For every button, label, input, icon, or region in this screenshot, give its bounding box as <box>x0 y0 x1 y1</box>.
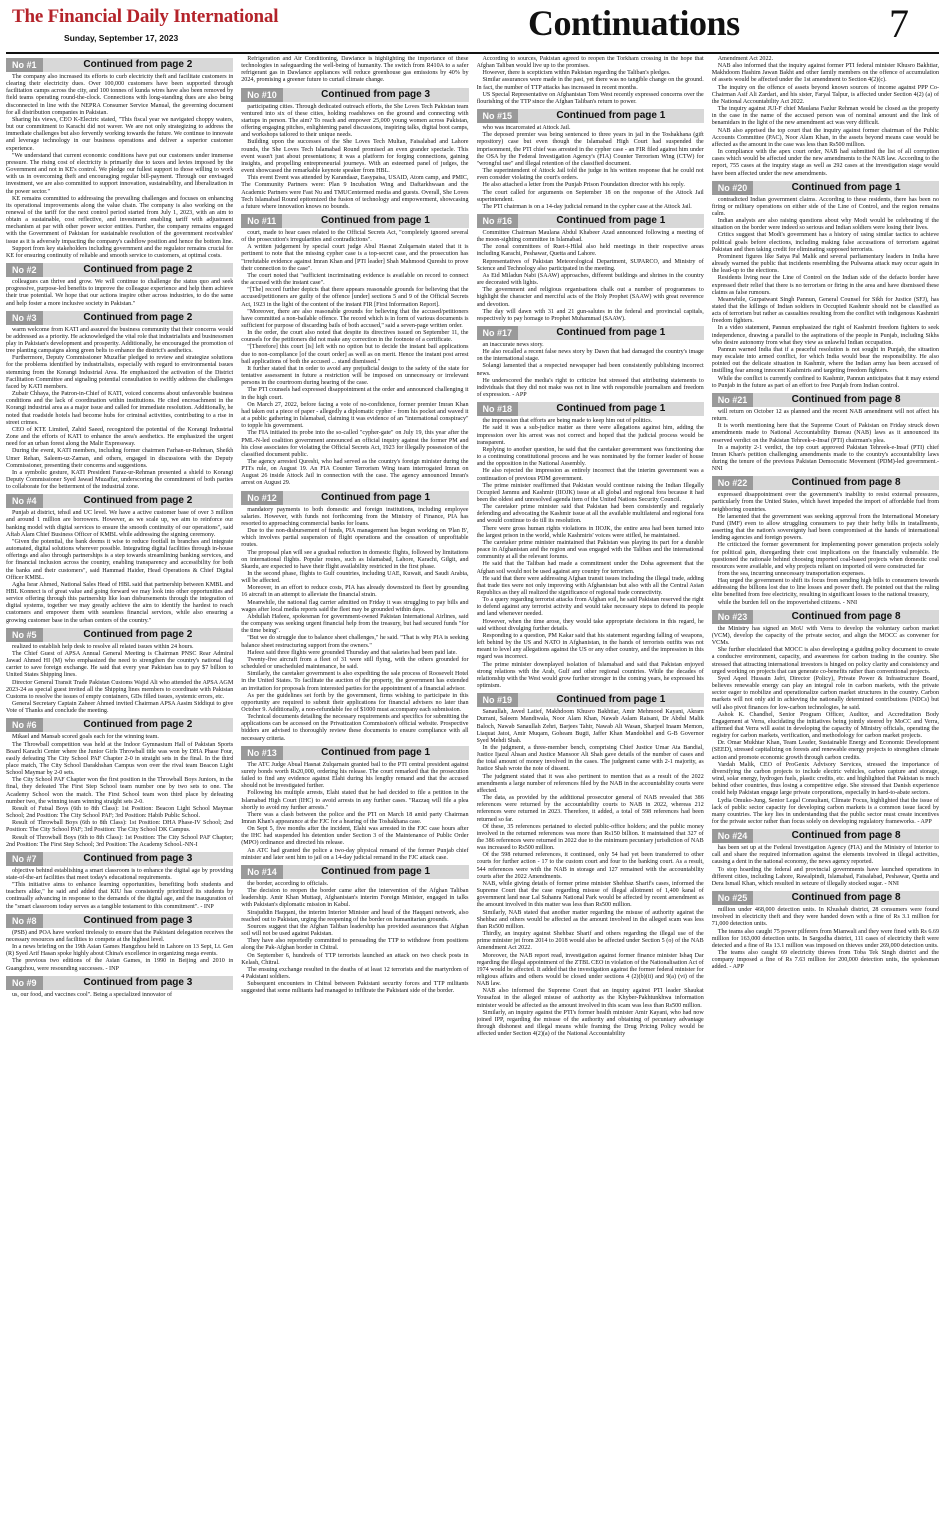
story-paragraph: In a symbolic gesture, KATI President Faraz-ur-Rehman presented a shield to Korangi Deputy Commissioner Syed Jawad Muzaffar, underscoring the commitment of both parties to collaborate for the betterment of the industrial zone. <box>6 469 234 491</box>
story <box>6 852 233 911</box>
story-paragraph: Critics suggest that Modi's government has a history of using similar tactics to achieve political goals before elections, including making false accusations of terrorism against Pakistan and then taking credit for eliminating supposed terrorists. <box>711 232 939 253</box>
story-header <box>6 914 233 928</box>
story-paragraph: However, when the time arose, they would take appropriate decisions in this regard, he said without divulging further details. <box>476 618 704 632</box>
story-paragraph: has been set up at the Federal Investigation Agency (FIA) and the Ministry of Interior to call and share the required information against the elements involved in illegal activities, causing a dent in the national economy, the news agency reported. <box>711 845 939 866</box>
story-paragraph: It further stated that in order to avoid any prejudicial design to the safety of the state for tentative assessment in future a restriction will be imposed on unnecessary or irrelevant persons in the courtroom during hearing of the case. <box>241 365 469 387</box>
story-header <box>712 610 939 624</box>
story-paragraph: The data, as provided by the additional prosecutor general of NAB revealed that 386 references were returned by the accountability courts to NAB in 2022, whereas 212 references were returned in 2023. Therefore, it added, a total of 598 references had been returned so far. <box>476 795 704 823</box>
story <box>241 214 468 488</box>
story <box>6 718 233 849</box>
story-paragraph: Mikael and Mansab scored goals each for the winning team. <box>12 734 159 741</box>
story-paragraph: colleagues can thrive and grow. We will continue to challenge the status quo and seek progressive, purpose-led benefits to improve the colleague experience and help them achieve their true potential. We hope that our actions inspire other across industries, to do the same and help foster a more inclusive society in Pakistan." <box>6 279 234 307</box>
story-header <box>712 891 939 905</box>
column-3 <box>477 56 704 1526</box>
story-paragraph: Committee Chairman Maulana Abdul Khabeer Azad announced following a meeting of the moon-sighting committee in Islamabad. <box>476 229 704 244</box>
story-paragraph: On March 27, 2022, before facing a vote of no-confidence, former premier Imran Khan had taken out a piece of paper - allegedly a diplomatic cypher - from his pocket and waved it at a public gathering in Islamabad, claiming it was evidence of an "international conspiracy" to topple his government. <box>241 401 469 430</box>
story-continued-label: Continued from page 2 <box>83 264 193 276</box>
story-paragraph: Zubair Chhaya, the Patron-in-Chief of KATI, voiced concerns about unfavorable business conditions and the lack of coordination within institutions. He cited encroachment in the Korangi industrial area as a major issue and called for immediate resolution. Additionally, he noted that roadside hotels had become hubs for criminal activities, contributing to a rise in street crimes. <box>6 391 234 426</box>
story-continued-label: Continued from page 2 <box>83 628 193 640</box>
story-paragraph: Result of Futsal Boys (6th to 8th Class): 1st Position: Beacon Light School Maymar School; 2nd Position: The City School PAF; 3rd Position: Habib Public School. <box>6 805 234 820</box>
story-paragraph: There were gross human rights violations in IIOJK, the entire area had been turned into the largest prison in the world, while Kashmiris' voices were stifled, he maintained. <box>476 525 704 539</box>
story-paragraph: General Secretary Captain Zaheer Ahmed invited Chairman APSA Aasim Siddiqui to give Vote of Thanks and conclude the meeting. <box>6 701 234 715</box>
story-number: No #9 <box>6 976 43 990</box>
column-2 <box>241 56 468 1526</box>
story-paragraph: The FIA initiated its probe into the so-called "cypher-gate" on July 19, this year after the PML-N-led coalition government announced an official inquiry against the former PM and his close associates for violating the Official Secrets Act, 1923 for illegally possession of the classified document public. <box>241 430 469 458</box>
story-paragraph: "Moreover, there are also reasonable grounds for believing that the accused/petitioners have committed a non-bailable offence. The record which is in form of various documents is sufficient for purpose of discarding bails of both accused," said a seven-page written order. <box>241 308 469 329</box>
story-continued-label: Continued from page 3 <box>83 976 193 988</box>
story-header <box>6 718 233 732</box>
story-paragraph: Result of Throwball Boys (6th to 8th Class): 1st Position: The City School PAF Chapter; 2nd Position: The First Step School; 3rd Position: The Academy School.-NN-I <box>6 834 234 848</box>
story-paragraph: This event Event was attended by Karandaaz, Easypaisa, USAID, Atom camp, and PMIC, The Community Partners were: Plan 9 Incubation Wing and Daftarkhwaan and the Academic Partners were Fast Nu and TMUCentermed media and guests. Overall, She Loves Tech Islamabad Round epitomized the fusion of technology and empowerment, showcasing a future where innovation knows no bounds. <box>241 175 469 210</box>
story-continued-label: Continued from page 3 <box>83 852 193 864</box>
story-paragraph: while the burden fell on the impoverished citizens. - NNI <box>717 599 858 606</box>
column-1 <box>6 56 233 1526</box>
story-paragraph: "But we do struggle due to balance sheet challenges," he said. "That is why PIA is seeking balance sheet restructuring support from the owners." <box>241 635 469 649</box>
story-paragraph: "[Therefore] this court [is] left with no option but to decide the instant bail applications due to non-compliance [of the court order] as well as on merit. Hence the instant post arrest bail applications of both the accused ... stand dismissed." <box>241 344 469 365</box>
column-4 <box>712 56 939 1526</box>
story-paragraph: On Sept 5, five months after the incident, Elahi was arrested in the FJC case hours after the IHC had suspended his detention under Section 3 of the Maintenance of Public Order (MPO) ordinance and directed his release. <box>241 826 469 847</box>
story-paragraph: NAB, while giving details of former prime minister Shehbaz Sharif's cases, informed the Supreme Court that the case regarding misuse of illegal allotment of 1,400 kanal of government land near Lal Suhanra National Park would be affected by recent amendment as the amount involved in this matter was less than Rs500 million. <box>476 880 704 909</box>
story-header <box>712 393 939 407</box>
story-number: No #1 <box>6 58 43 72</box>
story-paragraph: million under 468,000 detection units. In Khushab district, 28 consumers were found involved in electricity theft and they were handed down with a fine of Rs 3.1 million for 71,000 detection units. <box>711 907 939 928</box>
story-continued-label: Continued from page 3 <box>83 914 193 926</box>
story-paragraph: During the event, KATI members, including former chairmen Farhan-ur-Rehman, Sheikh Umer Rehan, Saleem-uz-Zaman, and others, engaged in discussions with the Deputy Commissioner, presenting their concerns and suggestions. <box>6 448 234 469</box>
story <box>241 865 468 996</box>
story-paragraph: The caretaker prime minister said that Pakistan had been consistently and regularly defending and advocating the Kashmir issue at all the available multilateral and regional fora and would continue to do till its resolution. <box>476 504 704 525</box>
story-continued-label: Continued from page 1 <box>321 746 431 758</box>
story-number: No #8 <box>6 914 43 928</box>
story-header <box>241 491 468 505</box>
story <box>6 628 233 716</box>
story-header <box>6 976 233 990</box>
story-paragraph: "We understand that current economic conditions have put our customers under immense pressure. The rising cost of electricity is primarily due to taxes and levies imposed by the Government and not in KE's control. We pledge our fullest support to those willing to work with us in overcoming theft and encouraging regular bill-payment. Through our envisaged investment, we are also committed to support innovation, sustainability, and liberalization in the power sector." <box>6 152 234 195</box>
story-paragraph: Haq urged the government to shift its focus from sending high bills to consumers towards addressing the billions lost due to line losses and power theft. He pointed out that the ruling elite benefited from free electricity, resulting in significant losses to the national treasury, <box>711 578 939 599</box>
story-continued-label: Continued from page 2 <box>83 719 193 731</box>
masthead <box>6 0 939 54</box>
story-header <box>477 693 704 707</box>
story-paragraph: He lamented that the government was seeking approval from the International Monetary Fund (IMF) even to allow struggling consumers to pay their hefty bills in installments, asserting that the nation's sovereignty had been compromised at the hands of international lending agencies and foreign powers. <box>711 513 939 542</box>
story <box>712 829 939 888</box>
story-paragraph: The agency arrested Qureshi, who had served as the country's foreign minister during the PTI's rule, on August 19. An FIA Counter Terrorism Wing team interrogated Imran on August 26 inside Attock Jail in connection with the case. The agency announced Imran's arrest on August 29. <box>241 458 469 487</box>
story-paragraph: On September 6, hundreds of TTP terrorists launched an attack on two check posts in Kelash, Chitral. <box>241 952 469 966</box>
story-paragraph: The PTI counsels had expressed disappointment at the order and announced challenging it in the high court. <box>241 387 469 401</box>
story-header <box>712 181 939 195</box>
story-paragraph: Result of Throwball Boys (6th to 8th Class): 1st Position: DHA Phase-IV School; 2nd Position: The City School PAF; 3rd Position: The City School DK Campus. <box>6 820 234 834</box>
story-header <box>241 88 468 102</box>
story-number: No #18 <box>477 402 519 416</box>
story-paragraph: KE remains committed to addressing the prevailing challenges and focuses on enhancing its operational improvements along the value chain. The company is also working on the renewal of the tariff for the next control period started from July 1, 2023, with an aim to obtain a sustainable, cost reflective, and investment enabling tariff with adjustment mechanism at par with other power sector entities. Further, the company remains engaged with the Government of Pakistan for sustainable resolution of the government receivables' issue as it is adversely impacting the company's cashflow position and hence the bottom line. <box>6 195 234 245</box>
story-paragraph: Vardah Malik, CEO of ProGenix Advisory Services, stressed the importance of diversifying the carbon projects to include electric vehicles, carbon capture and storage, wind, solar energy, hydrogen fuels, plastic credits, etc. and highlighted that Pakistan is much behind other countries, thus losing a competitive edge. She stressed that Danish experience could help Pakistan engage large private corporations, especially in hard-to-abate sectors. <box>711 761 939 797</box>
story-paragraph: She further elucidated that MOCC is also developing a guiding policy document to create a conducive environment, capacity, and awareness for carbon trading in the country. She stressed that attracting international investors is hinged on policy clarity and consistency and urged working on projects that can generate co-benefits rather than conventional projects. <box>711 647 939 675</box>
story-paragraph: contradicted Indian government claims. According to these residents, there has been no firing or military operations on either side of the Line of Control, and the region remains calm. <box>711 196 939 217</box>
story-paragraph: Sources suggest that the Afghan Taliban leadership has provided assurances that Afghan soil will not be used against Pakistan. <box>241 923 469 938</box>
story-number: No #12 <box>241 491 283 505</box>
section-title: Continuations <box>528 3 740 43</box>
story-paragraph: He said that the Taliban had made a commitment under the Doha agreement that the Afghan soil would not be used against any country for terrorism. <box>476 561 704 575</box>
story-paragraph: He also rejected the impression as entirely incorrect that the interim government was a continuation of previous PDM government. <box>476 468 704 482</box>
story-paragraph: Indian analysts are also raising questions about why Modi would be celebrating if the situation on the border were indeed so serious and Indian soldiers were losing their lives. <box>711 218 939 232</box>
story-paragraph: Of these, 35 references pertained to elected public-office holders; and the public money involved in the returned references was more than Rs150 billion. It maintained that 327 of the 386 references were returned in 2022 due to the minimum pecuniary jurisdiction of NAB was increased to Rs500 million. <box>476 823 704 852</box>
story-continued-label: Continued from page 1 <box>791 181 901 193</box>
story-paragraph: mandatory payments to both domestic and foreign institutions, including employee salaries. However, with funds not forthcoming from the Ministry of Finance, PIA has resorted to approaching commercial banks for loans. <box>241 506 469 527</box>
story-paragraph: The judgment stated that it was also pertinent to mention that as a result of the 2022 amendments a large number of references filed by the NAB in the accountability courts were affected. <box>476 773 704 794</box>
story-paragraph: To a query regarding terrorist attacks from Afghan soil, he said Pakistan reserved the right to defend against any terrorist activity and would take necessary steps to defend its people and land whenever needed. <box>476 597 704 618</box>
story-paragraph: To stop hoarding the federal and provincial governments have launched operations in different cities, including Lahore, Rawalpindi, Islamabad, Faisalabad, Peshawar, Quetta and Dera Ismail Khan, which resulted in seizure of illegally stocked sugar. - NNI <box>711 866 939 887</box>
story-header <box>477 402 704 416</box>
story-paragraph: CEO of KTE Limited, Zahid Saeed, recognized the potential of the Korangi Industrial Zone and the efforts of KATI to enhance the area's aesthetics. He emphasized the urgent need for an urban forest along the Malir Expressway. <box>6 426 234 448</box>
story-paragraph: Refrigeration and Air Conditioning, Dawlance is highlighting the importance of these technologies in safeguarding the well-being of humanity. The switch from R410A to a safer refrigerant gas in Dawlance appliances will reduce greenhouse gas emissions by 40% by 2024, promising a greener future to curtail climate change. <box>241 56 469 84</box>
story-paragraph: the impression that efforts are being made to keep him out of politics. <box>482 418 653 425</box>
story-header <box>6 263 233 277</box>
story-paragraph: The Throwball competition was held at the Indoor Gymnasium Hall of Pakistan Sports Board Karachi Center where the Junior Girls Throwball title was won by DHA Phase Four, easily defeating The City School PAF Chapter 2-0 in straight sets in the final. In the third place match, The City School Darakhshan Campus won over the rival team Beacon Light School Maymar by 2-0 sets. <box>6 741 234 777</box>
story-paragraph: The company also increased its efforts to curb electricity theft and facilitate customers in clearing their electricity dues. Over 100,000 customers have been supported through facilitation camps across the city, and 100 tonnes of kunda wires have also been removed by field teams operating round-the-clock. Connections with long-standing dues are also being disconnected in line with the NEPRA Consumer Service Manual, the governing document for all distribution companies in Pakistan. <box>6 74 234 116</box>
page-number: 7 <box>889 1 909 46</box>
story-number: No #19 <box>477 693 519 707</box>
story-paragraph: Prominent figures like Satya Pal Malik and several parliamentary leaders in India have already warned the public that incidents resembling the Pulwama attack may occur again in the lead-up to the elections. <box>711 253 939 275</box>
story <box>712 393 939 473</box>
story-continued-label: Continued from page 1 <box>556 327 666 338</box>
story-paragraph: Dr. Omar Mukhtar Khan, Team Leader, Sustainable Energy and Economic Development (SEED), stressed capitalizing on forests and renewable energy projects to strengthen climate action and promote economic growth through carbon credits. <box>711 740 939 761</box>
story-header <box>6 852 233 866</box>
story-header <box>241 865 468 879</box>
story-number: No #14 <box>241 865 283 879</box>
story-continued-label: Continued from page 2 <box>83 495 193 507</box>
story-header <box>6 58 233 72</box>
story-paragraph: Meanwhile, the national flag carrier admitted on Friday it was struggling to pay bills and wages after local media reports said the fleet may be grounded within days. <box>241 599 469 613</box>
story-paragraph: The proposal plan will see a gradual reduction in domestic flights, followed by limitations on international flights. Popular routes, such as Islamabad, Lahore, Karachi, Gilgit, and Skardu, are expected to have their flight availability restricted in the first phase. <box>241 549 469 570</box>
story-header <box>6 311 233 325</box>
story <box>6 58 233 260</box>
story-paragraph: There was a clash between the police and the PTI on March 18 amid party Chairman Imran Khan's appearance at the FJC for a hearing of the Toshakhana case. <box>241 811 469 825</box>
story-number: No #5 <box>6 628 43 642</box>
story-header <box>6 494 233 508</box>
story-paragraph: "Given the potential, the bank deems it wise to reduce footfall in branches and integrate automated, digital solutions wherever possible. Integrating digital facilities through in-house offerings and also through partnerships is a step towards streamlining banking services, and for financial inclusion across the country, enabling transparency and accessibility for both the banks and their customers", said Hammad Haider, Head Operations & Chief Digital Officer KMBL. <box>6 538 234 581</box>
story-paragraph: Syed Aqeel Hussain Jafri, Director (Policy), Private Power & Infrastructure Board, believes renewable energy can play an integral role in carbon markets, with the private sector eager to mobilize and operationalize carbon market structures in the country. Carbon markets will not only aid in achieving the nationally determined contributions (NDCs) but will also pivot finances for low-carbon technologies, he said. <box>711 675 939 711</box>
story-paragraph: A written judgement by special court judge Abul Hasnat Zulqarnain stated that it is pertinent to note that the missing cypher case is a top-secret case, and the prosecution has "irrefutable evidence against Imran Khan and [PTI leader] Shah Mahmood Qureshi to prove their connection to the case". <box>241 244 469 272</box>
story-paragraph: Residents living near the Line of Control on the Indian side of the defacto border have expressed their relief that there is no terrorism or firing in the area and have dismissed these claims as false rumours. <box>711 275 939 296</box>
story-continued-label: Continued from page 1 <box>556 110 666 122</box>
story-paragraph: In a news briefing on the 19th Asian Games Hangzhou held in Lahore on 13 Sept, Lt. Gen (R) Syed Arif Hasan spoke highly about China's excellence in organizing mega events. <box>6 944 234 958</box>
story-paragraph: It is worth mentioning here that the Supreme Court of Pakistan on Friday struck down amendments made to National Accountability Bureau (NAB) laws as it announced its reserved verdict on the Pakistan Tehreek-e-Insaf (PTI) chairman's plea. <box>711 423 939 444</box>
story-paragraph: According to sources, Pakistan agreed to reopen the Torkham crossing in the hope that Afghan Taliban would live up to the promises. <box>476 56 704 70</box>
story-paragraph: the border, according to officials. <box>247 880 329 887</box>
story-continued-label: Continued from page 8 <box>791 393 901 405</box>
story-paragraph: Similarly, an inquiry against the PTI's former health minister Amir Kayani, who had now joined IPP, regarding the misuse of the authority and obtaining of pecuniary advantage through dishonest and illegal means while framing the Drug Pricing Policy would be affected under Section 4(2)(a) of the National Accountability <box>476 1009 704 1038</box>
story-paragraph: While the conflict is currently confined to Kashmir, Pannun anticipates that it may extend to Punjab in the future as part of an effort to free Punjab from Indian control. <box>711 375 939 389</box>
story-paragraph: Amendment Act 2022. <box>717 56 774 62</box>
story-paragraph: Moreover, in an effort to reduce costs, PIA has already downsized its fleet by grounding 16 aircraft in an attempt to alleviate the financial strain. <box>241 585 469 599</box>
story-header <box>477 109 704 123</box>
story-paragraph: In compliance with the apex court order, NAB had submitted the list of all corruption cases which would be affected under the new amendments to the NAB law. According to the report, 755 cases at the inquiry stage as well as 292 cases at the investigation stage would have been affected under the new amendments. <box>711 149 939 177</box>
story-continued-label: Continued from page 8 <box>791 830 901 842</box>
story-continued-label: Continued from page 1 <box>556 214 666 226</box>
story <box>241 88 468 211</box>
story-paragraph: who was incarcerated at Attock Jail. <box>482 125 571 132</box>
story <box>712 181 939 390</box>
story-paragraph: Sanaullah, Javed Latief, Makhdoom Khusro Bakhtiar, Amir Mehmood Kayani, Akram Durrani, Saleem Mandiwala, Noor Alam Khan, Nawab Aslam Raisani, Dr Abdul Malik Baloch, Nawab Sanaullah Zehri, Barjees Tahir, Nawab Ali Wasan, Sharjeel Inaam Memon, Liaquat Jatoi, Amir Muqam, Goheam Bugti, Jaffer Khan Mandokhel and G-B Governor Syed Mehdi Shah. <box>476 709 704 744</box>
story-paragraph: Subsequent encounters in Chitral between Pakistani security forces and TTP militants suggested that some militants had managed to infiltrate the Pakistani side of the border. <box>241 981 469 995</box>
story-number: No #23 <box>712 610 754 624</box>
story-continued-label: Continued from page 1 <box>556 403 666 415</box>
story-number: No #4 <box>6 494 43 508</box>
story <box>6 976 233 999</box>
story <box>477 56 704 106</box>
story <box>241 746 468 862</box>
story-paragraph: objective behind establishing a smart classroom is to enhance the digital age by providing state-of-the-art facilities that meet today's educational requirements. <box>6 867 234 881</box>
story-paragraph: The inquiry on the offence of assets beyond known sources of income against PPP Co-Chairman Asif Ali Zardari, and his sister, Faryal Talpur, is affected under Section 4(2) (a) of the National Accountability Act 2022. <box>711 84 939 105</box>
story-paragraph: The court noted that "sufficient incriminating evidence is available on record to connect the accused with the instant case". <box>241 272 469 287</box>
story-paragraph: The PTI chairman is on a 14-day judicial remand in the cypher case at the Attock Jail. <box>482 203 692 210</box>
story-paragraph: us, our food, and vaccines cool". Being a specialized innovator of <box>12 991 173 998</box>
story-paragraph: Representatives of Pakistan Meteorological Department, SUPARCO, and Ministry of Science and Technology also participated in the meeting. <box>476 258 704 272</box>
story-paragraph: Similarly, the caretaker government is also expediting the sale process of Roosevelt Hotel in the United States. To facilitate the auction of the property, the government has extended an invitation for proposals from interested parties for the appointment of a financial advisor. <box>241 671 469 692</box>
story-paragraph: US Special Representative on Afghanistan Tom West recently expressed concerns over the flourishing of the TTP since the Afghan Taliban's return to power. <box>476 91 704 105</box>
story-paragraph: Thirdly, an inquiry against Shehbaz Sharif and others regarding the illegal use of the prime minister jet from 2014 to 2018 would also be affected under Section 5 (o) of the NAB Amendment Act 2022. <box>476 931 704 952</box>
story-paragraph: As per the guidelines set forth by the government, firms wishing to participate in this opportunity are required to submit their applications for financial advisers no later than October 9. Additionally, a non-refundable fee of $1000 must accompany each submission. <box>241 692 469 713</box>
story <box>477 326 704 399</box>
paper-name: The Financial Daily International <box>12 6 279 27</box>
story-number: No #16 <box>477 214 519 228</box>
story-paragraph: The inquiry against JUI-F chief Maulana Fazlur Rehman would be closed as the property in the case in the name of the accused person was of nominal amount and the link of benamidars in the light of the new amendment act was very difficult. <box>711 106 939 127</box>
story <box>6 263 233 308</box>
story-paragraph: NAB also informed the Supreme Court that an inquiry against PTI leader Shaukat Yousafzai in the alleged misuse of authority as the Khyber-Pakhtunkhwa information minister would be affected as the amount involved in this scam was less than Rs500 million. <box>476 988 704 1009</box>
story-paragraph: Twenty-five aircraft from a fleet of 31 were still flying, with the others grounded for scheduled or unscheduled maintenance, he said. <box>241 656 469 671</box>
story-continued-label: Continued from page 3 <box>321 88 431 100</box>
story-paragraph: Technical documents detailing the necessary requirements and specifics for submitting the applications can be accessed on the Privatization Commission's official website. Prospective bidders are advised to thoroughly review these documents to ensure compliance with all necessary criteria. <box>241 714 469 742</box>
story-continued-label: Continued from page 1 <box>556 694 666 706</box>
story-paragraph: an inaccurate news story. <box>482 342 544 348</box>
story <box>712 56 939 178</box>
story-paragraph: The teams also caught 69 electricity thieves from Toba Tek Singh district and the company imposed a fine of Rs 7.63 million for 200,000 detection units, the spokesman added. - APP <box>711 950 939 971</box>
story-number: No #17 <box>477 326 519 340</box>
story-number: No #13 <box>241 746 283 760</box>
paper-date: Sunday, September 17, 2023 <box>64 33 179 43</box>
story <box>712 891 939 971</box>
story <box>712 610 939 826</box>
story-paragraph: will return on October 12 as planned and the recent NAB amendment will not affect his return. <box>711 408 939 423</box>
story-number: No #20 <box>712 181 754 195</box>
story-paragraph: Pannun warned India that if a peaceful resolution is not sought in Punjab, the situation may escalate into armed conflict, for which India would bear the responsibility. He also pointed out the delicate situation in Kashmir, where the Indian army has been accused of instilling fear among innocent Kashmiris and targeting freedom fighters. <box>711 346 939 375</box>
story-header <box>477 214 704 228</box>
story-paragraph: Similar assurances were made in the past, yet there was no tangible change on the ground. In fact, the number of TTP attacks has increased in recent months. <box>476 77 704 91</box>
story-paragraph: He said it was a sub-judice matter as there were allegations against him, adding the impression over his arrest was not correct and hoped that the judicial process would be transparent. <box>476 425 704 446</box>
story <box>477 109 704 211</box>
story-paragraph: The government and religious organisations chalk out a number of programmes to highlight the character and merciful acts of the Holy Prophet (SAAW) with great reverence and devotion. <box>476 287 704 308</box>
story-header <box>712 476 939 490</box>
story-paragraph: Similarly, NAB stated that another matter regarding the misuse of authority against the Shehbaz and others would be affected as the amount involved in the alleged scam was less than Rs500 million. <box>476 909 704 930</box>
story-paragraph: The deposed premier was being sentenced to three years in jail in the Toshakhana (gift repository) case but even though the Islamabad High Court had suspended the imprisonment, the PTI chief was arrested in the cypher case - an FIR filed against him under the OSA by the Federal Investigation Agency's (FIA) Counter Terrorism Wing (CTW) for "wrongful use" and illegal retention of the classified document. <box>476 132 704 167</box>
story-number: No #2 <box>6 263 43 277</box>
story-paragraph: In the judgment, a three-member bench, comprising Chief Justice Umar Ata Bandial, Justice Ijazul Ahsan and Justice Mansoor Ali Shah gave details of the number of cases and the total amount of money involved in the cases. The judgment came with 2-1 majority, as Justice Shah wrote the note of dissent. <box>476 744 704 773</box>
story-paragraph: The prime minister reaffirmed that Pakistan would continue raising the Indian Illegally Occupied Jammu and Kashmir (IIOJK) issue at all global and regional fora because it had been the oldest and unresolved agenda item of the United Nations Security Council. <box>476 482 704 503</box>
story-paragraph: NAB also apprised the top court that the inquiry against former chairman of the Public Accounts Committee (PAC), Noor Alam Khan, in the assets beyond means case would be affected as the amount in the case was less than Rs500 million. <box>711 127 939 148</box>
story-paragraph: Abdullah Hafeez, spokesman for government-owned Pakistan International Airlines, said the company was seeking urgent financial help from the treasury, but had secured funds "for the time being". <box>241 613 469 635</box>
columns <box>6 56 939 1526</box>
story-header <box>241 214 468 228</box>
story-paragraph: realized to establish help desk to resolve all related issues within 24 hours. <box>12 643 194 650</box>
story <box>477 214 704 323</box>
story-continued-label: Continued from page 8 <box>791 892 901 904</box>
story-header <box>712 829 939 843</box>
story-paragraph: Agha Israr Ahmed, National Sales Head of HBL said that partnership between KMBL and HBL Konnect is of great value and going forward we may look into other opportunities and service offering through this partnership like loan disbursements through the integration of digital systems, together we may greatly achieve the aim to identify the hardest to reach customers and empower them with seamless financial services, while also ensuring a growing customer base in the urban centers of the country." <box>6 581 234 624</box>
story-paragraph: He criticized the former government for implementing power generation projects solely for political gain, disregarding their cost implications on the financially vulnerable. He questioned the rationale behind choosing imported coal-based projects when domestic coal resources were available, and why projects reliant on imported oil were constructed far <box>711 542 939 570</box>
story-paragraph: He also attached a letter from the Punjab Prison Foundation director with his reply. <box>482 182 685 189</box>
story-paragraph: Punjab at district, tehsil and UC level. We have a active customer base of over 3 million and around 1 million are borrowers. However, as we scale up, we aim to reinforce our banking model with digital services to ensure the smooth continuity of our operations", said Aftab Alam Chief Business Officer of KMBL while addressing the signing ceremony. <box>6 510 234 538</box>
story-number: No #22 <box>712 476 754 490</box>
story-paragraph: Due to the non-disbursement of funds, PIA management has begun working on 'Plan B', which involves partial suspension of flight operations and the cessation of unprofitable routes. <box>241 528 469 549</box>
story-continued-label: Continued from page 8 <box>791 477 901 489</box>
story-paragraph: The ensuing exchange resulted in the deaths of at least 12 terrorists and the martyrdom of 4 Pakistani soldiers. <box>241 966 469 980</box>
story <box>477 693 704 1038</box>
story-paragraph: from the sea, incurring unnecessary transportation expenses. <box>717 571 865 577</box>
story-paragraph: The City School PAF Chapter won the first position in the Throwball Boys Juniors, in the final, they defeated The First Step School team number one by two sets to one. The Academy School won the match. The First School team won third place by defeating number two, the winning team winning straight sets 2-0. <box>6 777 234 805</box>
story <box>477 402 704 690</box>
story-paragraph: An ATC had granted the police a two-day physical remand of the former Punjab chief minister and later sent him to jail on a 14-day judicial remand in the FJC attack case. <box>241 847 469 861</box>
story-paragraph: The prime minister downplayed isolation of Islamabad and said that Pakistan enjoyed strong relations with the Arab, Gulf and other regional countries. While the decades of relationship with the West would grow further stronger in the coming years, he expressed his optimism. <box>476 661 704 690</box>
story-paragraph: The superintendent of Attock Jail told the judge in his written response that he could not even consider violating the court's orders. <box>476 168 704 182</box>
story-number: No #21 <box>712 393 754 407</box>
story-paragraph: court, made to hear cases related to the Official Secrets Act, "completely ignored several of the prosecution's irregularities and contradictions". <box>241 229 469 244</box>
story-paragraph: Meanwhile, Gurpatwant Singh Pannun, General Counsel for Sikh for Justice (SFJ), has stated that the killings of Indian soldiers in Occupied Kashmir should not be classified as acts of terrorism but rather as casualties resulting from the conflict with indigenous Kashmiri freedom fighters. <box>711 296 939 325</box>
story-paragraph: The previous two editions of the Asian Games, in 1990 in Beijing and 2010 in Guangzhou, were resounding successes. - INP <box>6 958 234 972</box>
story-paragraph: expressed disappointment over the government's inability to resist external pressures, particularly from the United States, which havei impeded the import of affordable fuel from neighboring countries. <box>711 492 939 513</box>
story-paragraph: In a video statement, Pannun emphasized the right of Kashmiri freedom fighters to seek independence, drawing a parallel to the aspirations of the people in Punjab, including Sikhs who desire autonomy from what they view as unlawful Indian occupation. <box>711 325 939 346</box>
story-continued-label: Continued from page 1 <box>321 865 431 877</box>
story <box>241 56 468 85</box>
story-paragraph: The decision to reopen the border came after the intervention of the Afghan Taliban leadership. Amir Khan Muttaqi, Afghanistan's interim Foreign Minister, engaged in talks with Pakistan's diplomatic mission in Kabul. <box>241 888 469 909</box>
story-paragraph: Sharing his views, CEO K-Electric stated, "This fiscal year we navigated choppy waters, but our commitment to Karachi did not waver. We are not only strategizing to address the immediate challenges but also fervently working towards the future. We continue to innovate and leverage technology in our business operations and deliver a superior customer experience. <box>6 116 234 152</box>
story-continued-label: Continued from page 1 <box>320 214 430 226</box>
story-paragraph: Following his multiple arrests, Elahi stated that he had decided to file a petition in the Islamabad High Court (IHC) to avoid arrests in any further cases. "Razzaq will file a plea shortly to avoid my further arrests." <box>241 790 469 811</box>
story-paragraph: The zonal committees of Ruet-i-Hilal also held meetings in their respective areas including Karachi, Peshawar, Quetta and Lahore. <box>476 244 704 258</box>
story-paragraph: The teams also caught 75 power pilferers from Mianwali and they were fined with Rs 6.69 million for 163,000 detection units. In Sargodha district, 111 cases of electricity theft were detected and a fine of Rs 13.1 million was imposed on thieves under 269,000 detection units. <box>711 928 939 949</box>
story-paragraph: NAB also informed that the inquiry against former PTI federal minister Khusro Bakhtiar, Makhdoom Hashim Jawan Bakht and other family members on the offence of accumulation of assets would be affected under the 1st amendment to Section 4(2)(c). <box>711 63 939 84</box>
story-number: No #24 <box>712 829 754 843</box>
story-continued-label: Continued from page 2 <box>83 311 193 323</box>
story-paragraph: Responding to a question, PM Kakar said that his statement regarding falling of weapons, left behind by the US and NATO in Afghanistan, in the hands of terrorists outfits was not meant to level any allegations against the US or any other country, and the impression in this regard was incorrect. <box>476 632 704 661</box>
story-paragraph: He underscored the media's right to criticize but stressed that attributing statements to individuals that they did not make was not in line with responsible journalism and freedom of expression. - APP <box>476 377 704 399</box>
story-paragraph: The Chief Guest of APSA Annual General Meeting is Chairman PNSC Rear Admiral Jawad Ahmed HI (M) who emphasized the need to strengthen the country's national flag carrier to save foreign exchange. He said that every year Pakistan has to pay $7 billion to United States Shipping lines. <box>6 650 234 679</box>
story-paragraph: They have also reportedly committed to persuading the TTP to withdraw from positions along the Pak-Afghan border in Chitral. <box>241 938 469 952</box>
story-continued-label: Continued from page 1 <box>321 491 431 503</box>
story-paragraph: Building upon the successes of the She Loves Tech Multan, Faisalabad and Lahore rounds, the She Loves Tech Islamabad Round promised an even grander spectacle. This event wasn't just about presentations; it was a platform for forging connections, gaining insights, and propelling entrepreneurial journeys. With an esteemed panel of judges, the event showcased the remarkable keynote speaker from HBL. <box>241 139 469 175</box>
story-paragraph: warm welcome from KATI and assured the business community that their concerns would be addressed as a priority. He acknowledged the vital role that industrialists and businessmen play in Pakistan's development and prosperity. Additionally, he encouraged the promotion of tree planting campaigns along green belts to enhance the district's aesthetics. <box>6 326 234 355</box>
story <box>6 914 233 973</box>
story-paragraph: Solangi lamented that a respected newspaper had been consistently publishing incorrect news. <box>476 363 704 377</box>
story-paragraph: participating cities. Through dedicated outreach efforts, the She Loves Tech Pakistan team ventured into six of these cities, holding roadshows on the ground and connecting with startups in person. The aim? To reach and empower 25,000 young women across Pakistan, offering engaging pitches, enlightening panel discussions, inspiring talks, digital boot camps, and workshops tailored to their unique needs. <box>241 103 469 139</box>
story-paragraph: Of the 598 returned references, it continued, only 54 had yet been transferred to other courts for further action - 17 to the custom court and four to the banking court. As a result, 544 references were with the NAB in storage and 127 remained with the accountability courts after the 2022 Amendments. <box>476 852 704 880</box>
story-paragraph: He said that there were addressing Afghan transit issues including the illegal trade, adding that trade ties were not only improving with Afghanistan but also with all the Central Asian Republics as they all realized the significance of regional trade connectivity. <box>476 575 704 596</box>
story-number: No #6 <box>6 718 43 732</box>
story-paragraph: "This initiative aims to enhance learning opportunities, benefiting both students and teachers alike," he said and added that KIU has consistently prioritized its students by continually advancing in response to the demands of the digital age, and the inauguration of the "smart classroom today serves as a tangible testament to this commitment". - INP <box>6 882 234 910</box>
story-number: No #25 <box>712 891 754 905</box>
story-paragraph: However, there is scepticism within Pakistan regarding the Taliban's pledges. <box>482 70 671 77</box>
story-paragraph: In a majority 2-1 verdict, the top court approved Pakistan Tehreek-e-Insaf (PTI) chief Imran Khan's petition challenging amendments made to the country's accountability laws during the tenure of the previous Pakistan Democratic Movement (PDM)-led government.-NNI <box>711 444 939 473</box>
story-number: No #10 <box>241 88 283 102</box>
story-paragraph: Replying to another question, he said that the caretaker government was functioning due to a continuing constitutional process and he was nominated by the former leader of house and the opposition in the National Assembly. <box>476 446 704 468</box>
story-paragraph: Furthermore, Deputy Commissioner Muzaffar pledged to review and strategize solutions for the problems identified by industrialists, especially with regard to environmental issues stemming from the Korangi Industrial Area. He emphasized the activation of the District Facilitation Committee and signaling potential consultation to swiftly address the challenges faced by KATI members. <box>6 355 234 390</box>
story-header <box>241 746 468 760</box>
story-paragraph: As Eid Miladun Nabi (SAAW) approaches, different buildings and shrines in the country are decorated with lights. <box>476 272 704 287</box>
story-paragraph: Sirajuddin Haqqani, the interim Interior Minister and head of the Haqqani network, also reached out to Pakistan, urging the reopening of the border on humanitarian grounds. <box>241 909 469 923</box>
story-paragraph: Lydia Omuko-Jung, Senior Legal Consultant, Climate Focus, highlighted that the issue of lack of public sector capacity for developing carbon markets is a common issue faced by many countries. The key lies in understanding that the public sector must create incentives for the private sector rather than focus solely on developing regulatory frameworks. - APP <box>711 797 939 825</box>
story-paragraph: In the second phase, flights to Gulf countries, including UAE, Kuwait, and Saudi Arabia, will be affected. <box>241 571 469 585</box>
story-continued-label: Continued from page 8 <box>791 610 901 622</box>
story-paragraph: Hafeez said three flights were grounded Thursday and that salaries had been paid late. <box>247 649 457 656</box>
story-paragraph: "[The] record further depicts that there appears reasonable grounds for believing that the accused/petitioners are guilty of the offence [under] sections 5 and 9 of the Official Secrets Act, 1923 in the light of the content of the instant FIR [First Information Report]. <box>241 287 469 308</box>
story-paragraph: Moreover, the NAB report read, investigation against former finance minister Ishaq Dar regarding the illegal appointment of the ZTBL CEO in violation of the Nationalisation Act of 1974 would be affected. It added that the investigation against the former federal minister for religious affairs and others would be closed under sections 4 (2)(b)(ii) and 9(a) (vi) of the NAB law. <box>476 952 704 988</box>
story-paragraph: Director General Transit Trade Pakistan Customs Wajid Ali who attended the APSA AGM 2023-24 as special guest invited all the Shipping lines members to coordinate with Pakistan Customs to resolve the issues of empty containers, GDs filled issues, systemic errors, etc. <box>6 679 234 700</box>
story-paragraph: (PSB) and POA have worked tirelessly to ensure that the Pakistani delegation receives the necessary resources and facilities to compete at the highest level. <box>6 929 234 943</box>
story-header <box>477 326 704 340</box>
story-paragraph: In the order, the court also noted that despite its directives issued on September 11, the counsels for the petitioners did not make any correction in the footnote of a certificate. <box>241 330 469 344</box>
story-paragraph: He also recalled a recent false news story by Dawn that had damaged the country's image on the international stage. <box>476 349 704 363</box>
story-number: No #15 <box>477 109 519 123</box>
story <box>6 494 233 625</box>
story-number: No #11 <box>241 214 282 228</box>
story-paragraph: The ATC Judge Abual Hasnat Zulqarnain granted bail to the PTI central president against surety bonds worth Rs20,000, ordering his release. The court remarked that the prosecution failed to find any evidence against Elahi during his lengthy remand and that the accused should not be investigated further. <box>241 761 469 790</box>
story <box>241 491 468 743</box>
story <box>6 311 233 492</box>
story-paragraph: The court called for arguments on September 18 on the response of the Attock Jail superintendent. <box>476 189 704 203</box>
story-paragraph: The day will dawn with 31 and 21 gun-salutes in the federal and provincial capitals, respectively to pay homage to Prophet Muhammad (SAAW). <box>476 308 704 322</box>
story-paragraph: Support from key stakeholders including government and the regulator remains crucial for KE for ensuring continuity of reliable and smooth service to customers, at optimal costs. <box>6 245 234 259</box>
story-number: No #7 <box>6 852 43 866</box>
story-number: No #3 <box>6 311 43 325</box>
story-header <box>6 628 233 642</box>
story-continued-label: Continued from page 2 <box>83 59 193 70</box>
story <box>712 476 939 607</box>
story-paragraph: Ashok K. Chandhel, Senior Program Officer, Auditor, and Accreditation Body Engagement at Verra, elucidating the initiatives being jointly steered by MoCC and Verra, affirmed that Verra will assist in developing the capacity of Ministry officials, operating the registry for carbon markets, verification, and methodology for carbon market projects. <box>711 711 939 740</box>
story-paragraph: the Ministry has signed an MoU with Verra to develop the voluntary carbon market (VCM), develop the capacity of the private sector, and align the MOCC as convener for VCMs. <box>711 625 939 647</box>
story-paragraph: The caretaker prime minister maintained that Pakistan was playing its part for a durable peace in Afghanistan and the region and was engaged with the Taliban and the international community at all the relevant forums. <box>476 539 704 561</box>
